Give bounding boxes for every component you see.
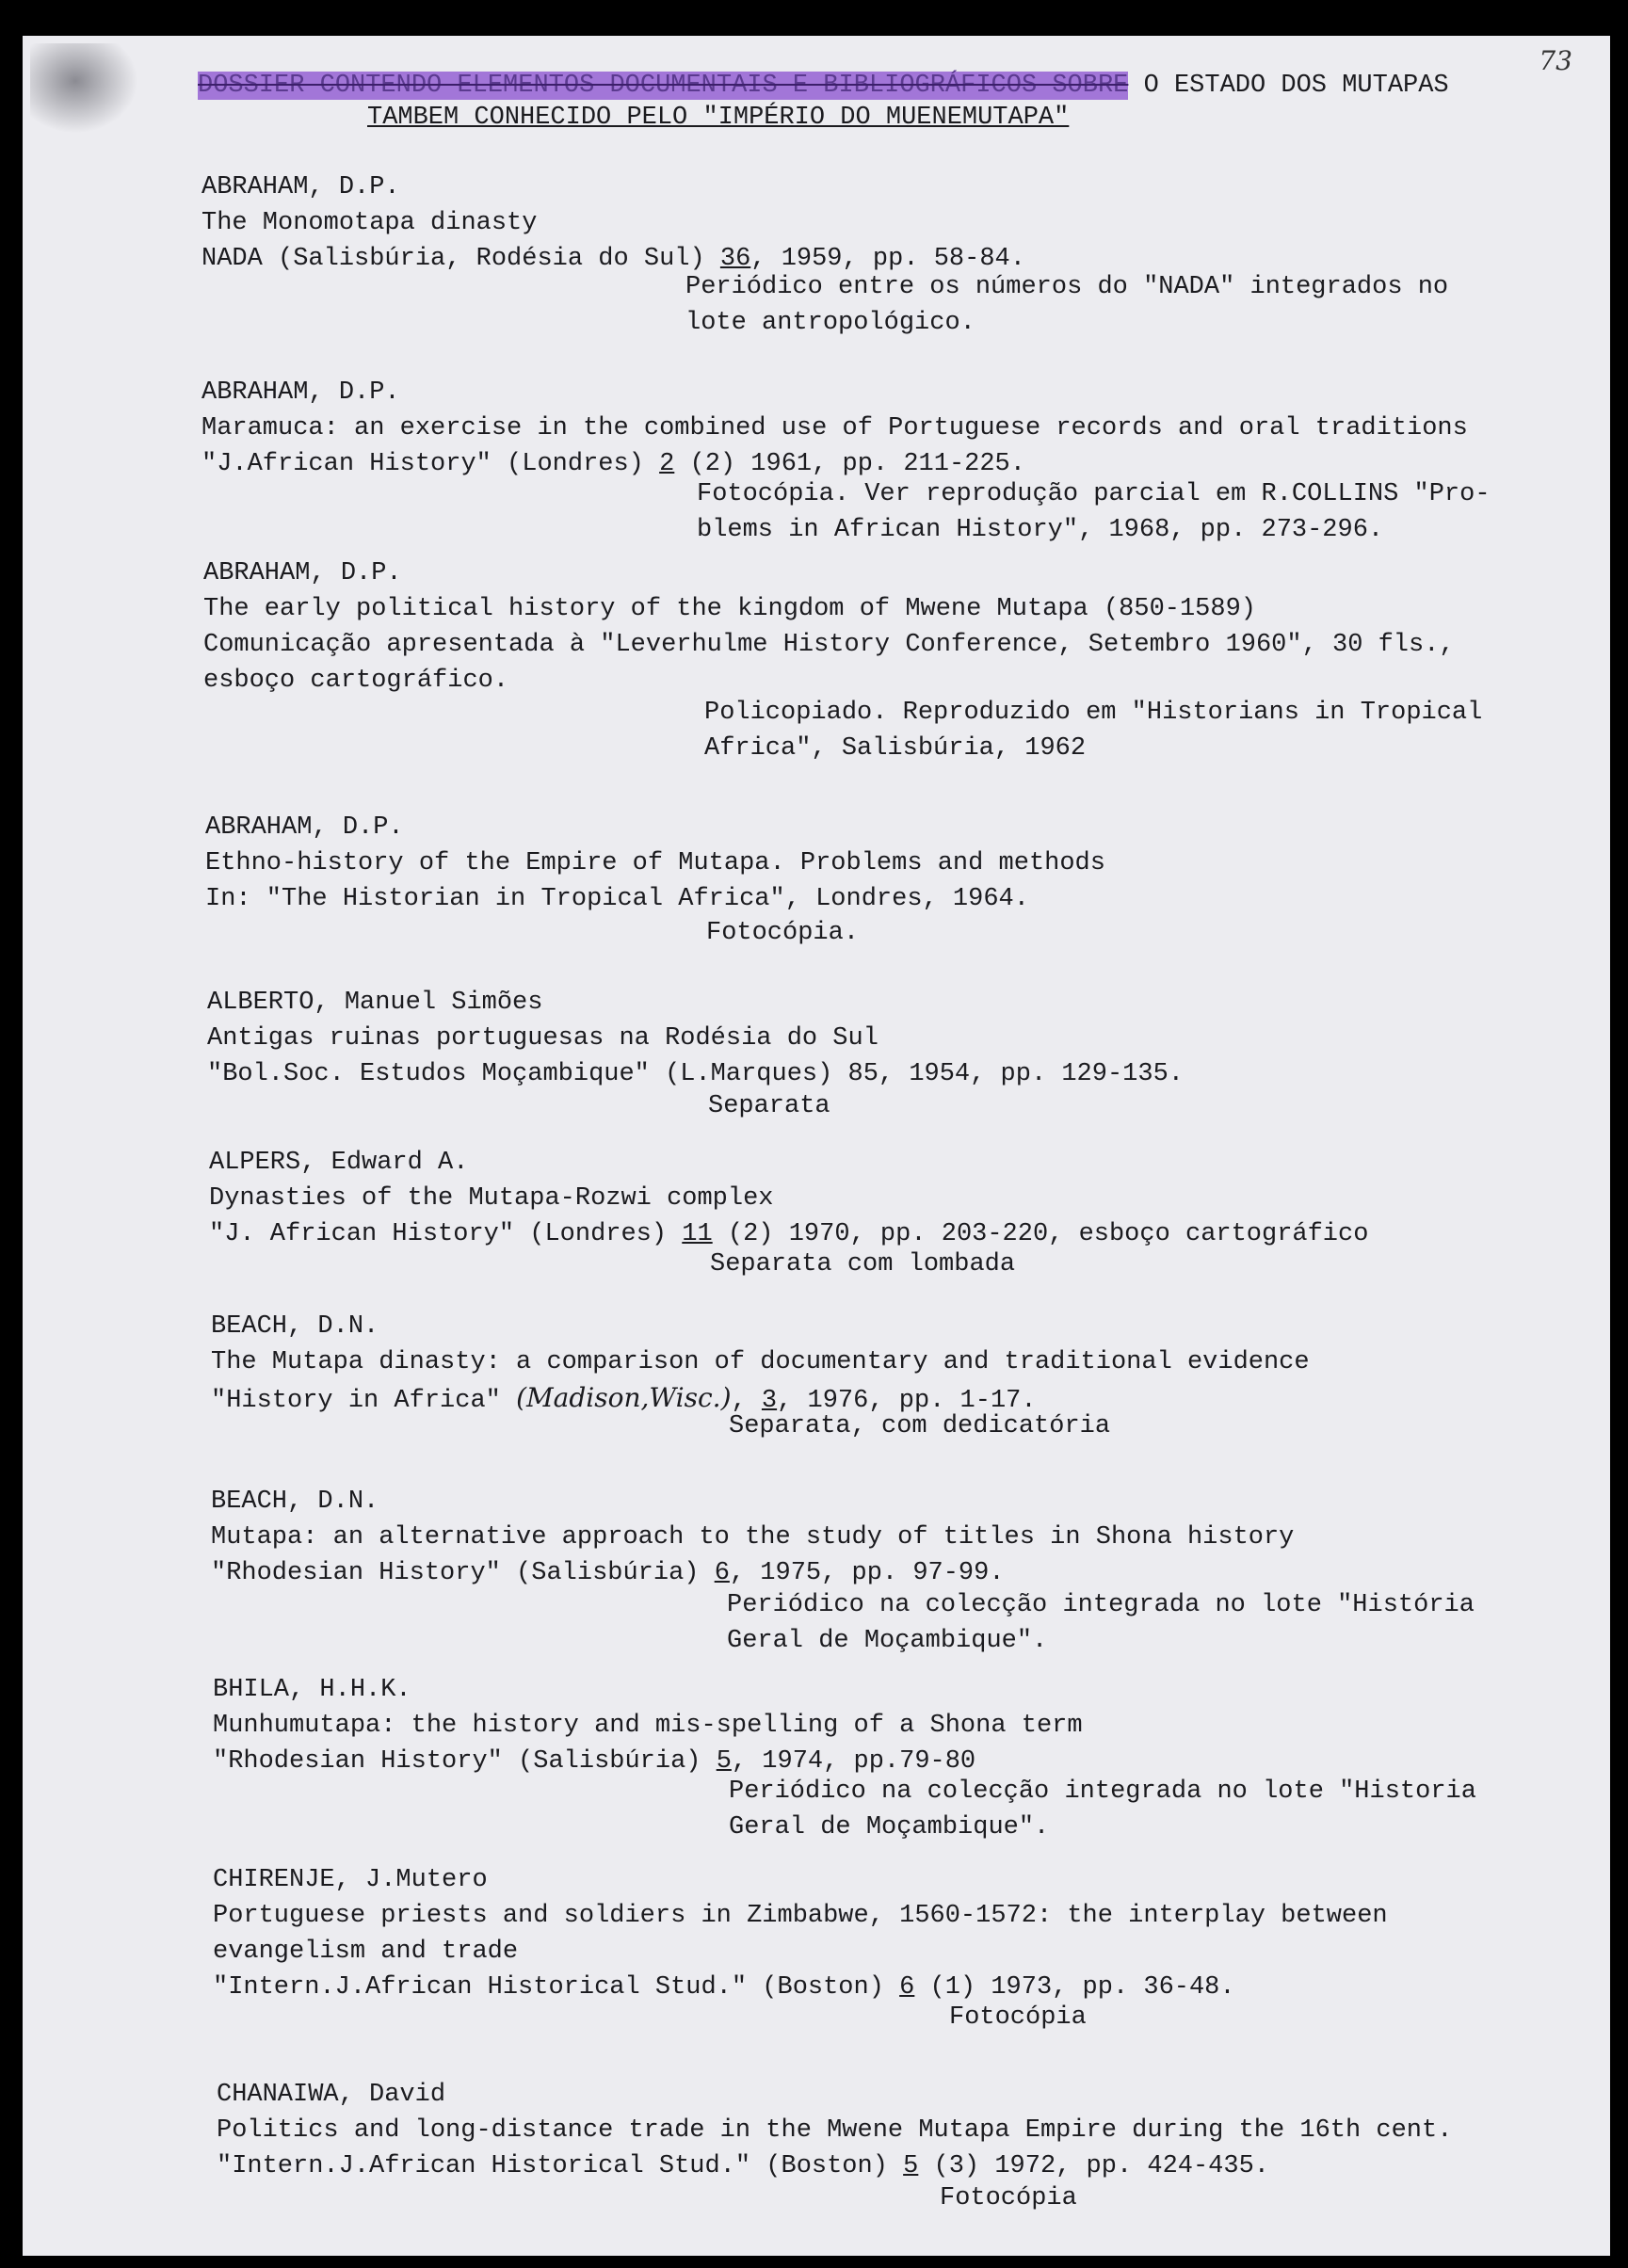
bibliography-entry [213,1672,1610,1779]
entry-note: Fotocópia [949,2003,1087,2032]
entry-citation: "Rhodesian History" (Salisbúria) 6, 1975, pp. 97-99. [211,1559,1005,1587]
entry-citation: "Intern.J.African Historical Stud." (Boston) 5 (3) 1972, pp. 424-435. [217,2152,1269,2180]
entry-note: Policopiado. Reproduzido em "Historians in Tropical Africa", Salisbúria, 1962 [704,699,1483,763]
title-line-1 [198,70,1591,102]
title-line-2: TAMBEM CONHECIDO PELO "IMPÉRIO DO MUENEMUTAPA" [367,104,1070,132]
entry-author: CHIRENJE, J.Mutero [213,1866,488,1894]
page-number: 73 [1539,45,1572,76]
entry-author: BHILA, H.H.K. [213,1676,411,1704]
bibliography-entry [217,2077,1610,2184]
bibliography-entry [203,555,1610,699]
entry-author: ALPERS, Edward A. [209,1149,469,1177]
entry-author: ABRAHAM, D.P. [205,813,404,842]
entry-citation: "J. African History" (Londres) 11 (2) 1970, pp. 203-220, esboço cartográfico [209,1220,1369,1248]
entry-title: Munhumutapa: the history and mis-spelling of a Shona term [213,1712,1083,1740]
entry-detail: esboço cartográfico. [203,667,509,695]
bibliography-entry [205,810,1610,917]
entry-citation: NADA (Salisbúria, Rodésia do Sul) 36, 1959, pp. 58-84. [201,245,1025,273]
entry-note: Separata com lombada [710,1250,1016,1279]
bibliography-entry [211,1309,1610,1416]
entry-note: Periódico na colecção integrada no lote "História Geral de Moçambique". [727,1591,1475,1655]
entry-citation: "J.African History" (Londres) 2 (2) 1961, pp. 211-225. [201,450,1025,478]
entry-detail: In: "The Historian in Tropical Africa", Londres, 1964. [205,885,1029,913]
entry-note: Fotocópia. Ver reprodução parcial em R.COLLINS "Pro- blems in African History", 1968, pp. 273-296. [697,480,1491,544]
entry-note: Periódico entre os números do "NADA" integrados no lote antropológico. [685,273,1449,337]
bibliography-entry [201,169,1610,277]
entry-author: BEACH, D.N. [211,1312,379,1341]
entry-author: ABRAHAM, D.P. [201,378,400,407]
document-page [23,36,1610,2256]
entry-author: ABRAHAM, D.P. [201,173,400,201]
entry-title: Ethno-history of the Empire of Mutapa. Problems and methods [205,849,1105,877]
entry-title: Dynasties of the Mutapa-Rozwi complex [209,1184,774,1213]
entry-detail: Comunicação apresentada à "Leverhulme History Conference, Setembro 1960", 30 fls., [203,631,1455,659]
entry-citation: "Rhodesian History" (Salisbúria) 5, 1974, pp.79-80 [213,1747,976,1776]
entry-note: Fotocópia [940,2184,1077,2212]
title-rest-text: O ESTADO DOS MUTAPAS [1128,72,1449,100]
ink-smudge [30,43,143,137]
entry-note: Separata, com dedicatória [729,1412,1111,1440]
bibliography-entry [211,1484,1610,1591]
title-struck-text: DOSSIER CONTENDO ELEMENTOS DOCUMENTAIS E BIBLIOGRÁFICOS SOBRE [198,72,1129,100]
entry-title: The Monomotapa dinasty [201,209,538,237]
entry-title: Maramuca: an exercise in the combined use of Portuguese records and oral traditions [201,414,1468,442]
entry-citation: "History in Africa" (Madison,Wisc.), 3, 1976, pp. 1-17. [211,1382,1037,1415]
entry-title: Antigas ruinas portuguesas na Rodésia do Sul [207,1024,878,1053]
bibliography-entry [213,1862,1610,2005]
entry-citation: "Intern.J.African Historical Stud." (Boston) 6 (1) 1973, pp. 36-48. [213,1973,1235,2002]
bibliography-entry [201,375,1610,482]
entry-author: CHANAIWA, David [217,2081,446,2109]
entry-title: Politics and long-distance trade in the Mwene Mutapa Empire during the 16th cent. [217,2116,1453,2145]
entry-note: Fotocópia. [706,919,860,947]
entry-title: The early political history of the kingdom of Mwene Mutapa (850-1589) [203,595,1256,623]
handwritten-annotation: (Madison,Wisc.) [516,1382,732,1413]
entry-author: ABRAHAM, D.P. [203,559,402,587]
entry-detail: "Bol.Soc. Estudos Moçambique" (L.Marques) 85, 1954, pp. 129-135. [207,1060,1184,1088]
entry-title: Mutapa: an alternative approach to the study of titles in Shona history [211,1523,1295,1552]
entry-author: ALBERTO, Manuel Simões [207,989,543,1017]
entry-note: Periódico na colecção integrada no lote "Historia Geral de Moçambique". [729,1777,1476,1842]
bibliography-entry [207,985,1610,1092]
entry-detail: evangelism and trade [213,1938,519,1966]
entry-author: BEACH, D.N. [211,1488,379,1516]
bibliography-entry [209,1145,1610,1252]
entry-title: The Mutapa dinasty: a comparison of documentary and traditional evidence [211,1348,1310,1376]
entry-title: Portuguese priests and soldiers in Zimbabwe, 1560-1572: the interplay between [213,1902,1388,1930]
entry-note: Separata [708,1092,830,1120]
